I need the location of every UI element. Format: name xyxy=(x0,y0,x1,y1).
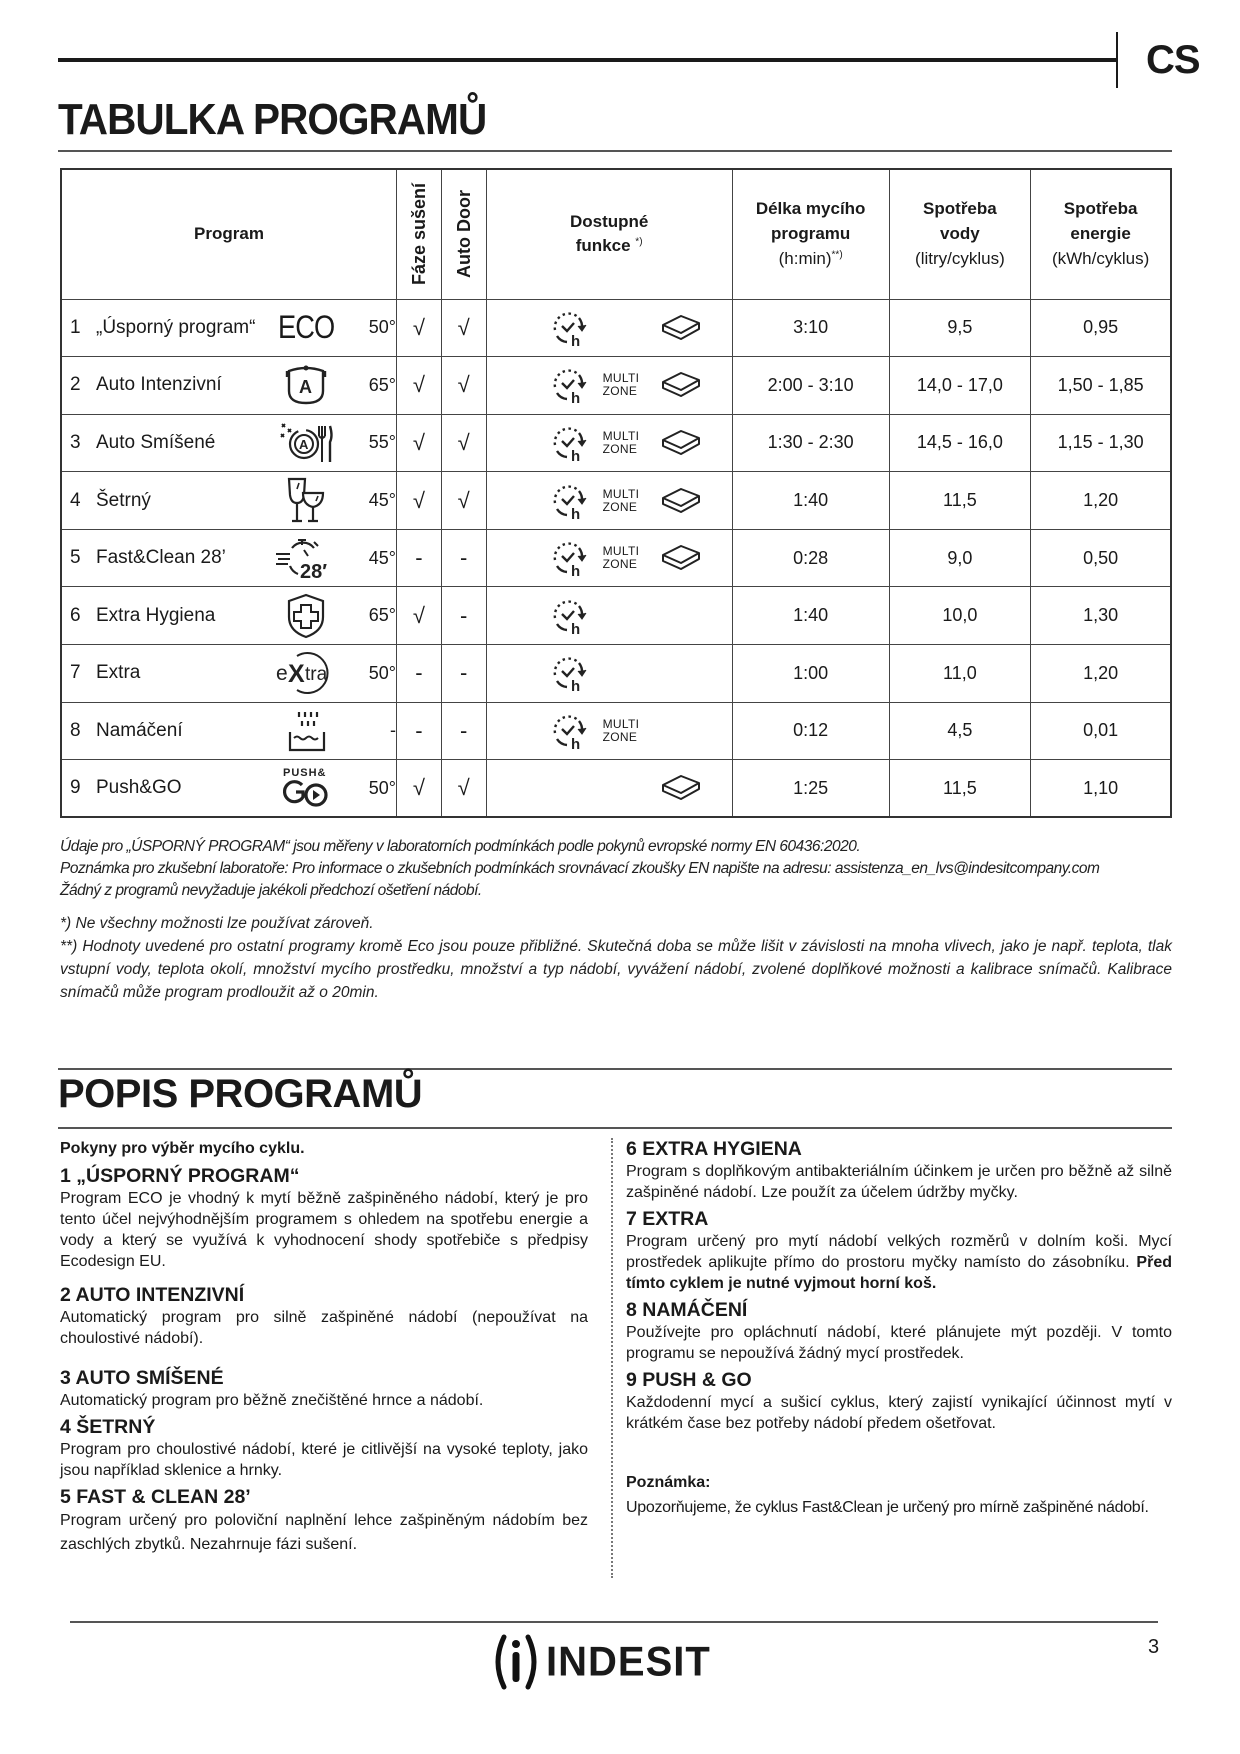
program-desc-4: 4 ŠETRNÝ Program pro choulostivé nádobí, které je citlivější na vysoké teploty, jako jsou například sklenice a hrnky. xyxy=(60,1416,588,1479)
note-eco: Údaje pro „ÚSPORNÝ PROGRAM“ jsou měřeny v laboratorních podmínkách podle pokynů evropské normy EN 60436:2020. xyxy=(60,838,861,855)
brand-name: INDESIT xyxy=(546,1638,711,1685)
check-icon: √ xyxy=(457,775,470,801)
dash-icon: - xyxy=(460,545,468,571)
section-rule-top xyxy=(58,1068,1172,1070)
water-cell: 14,0 - 17,0 xyxy=(889,357,1031,415)
auto-door-cell xyxy=(441,414,486,472)
table-row xyxy=(61,529,1171,587)
dash-icon: - xyxy=(415,717,423,743)
program-temperature: 50° xyxy=(368,662,396,683)
dash-icon: - xyxy=(415,545,423,571)
tablet-icon xyxy=(659,428,703,458)
program-desc-3: 3 AUTO SMÍŠENÉ Automatický program pro běžně znečištěné hrnce a nádobí. xyxy=(60,1367,484,1409)
energy-cell: 0,50 xyxy=(1031,529,1171,587)
multizone-label: MULTI ZONE xyxy=(602,428,640,456)
auto-door-cell xyxy=(441,587,486,645)
table-header-row xyxy=(61,169,1171,299)
program-cell xyxy=(61,472,397,530)
functions-cell xyxy=(486,760,732,818)
program-number: 6 xyxy=(70,604,81,626)
duration-cell: 2:00 - 3:10 xyxy=(732,357,889,415)
col-energy: Spotřeba energie (kWh/cyklus) xyxy=(1031,169,1171,299)
table-footnotes xyxy=(60,912,1172,1004)
note-heading: Poznámka: xyxy=(626,1474,711,1491)
program-cell xyxy=(61,702,397,760)
program-number: 4 xyxy=(70,489,81,511)
functions-cell xyxy=(486,414,732,472)
svg-text:h: h xyxy=(570,735,580,751)
functions-cell xyxy=(486,472,732,530)
glasses-icon xyxy=(266,478,346,524)
description-intro: Pokyny pro výběr mycího cyklu. xyxy=(60,1140,305,1157)
delay-start-icon xyxy=(549,481,593,521)
program-cell xyxy=(61,645,397,703)
energy-cell: 0,01 xyxy=(1031,702,1171,760)
title-underline xyxy=(58,150,1172,152)
auto-door-cell xyxy=(441,299,486,357)
tablet-icon xyxy=(659,370,703,400)
table-row xyxy=(61,587,1171,645)
functions-cell xyxy=(486,299,732,357)
water-cell: 9,0 xyxy=(889,529,1031,587)
program-cell xyxy=(61,587,397,645)
extra-icon xyxy=(266,650,346,696)
drying-cell xyxy=(397,357,442,415)
water-cell: 11,0 xyxy=(889,645,1031,703)
program-temperature: 45° xyxy=(368,547,396,568)
drying-cell xyxy=(397,472,442,530)
functions-cell xyxy=(486,357,732,415)
col-water: Spotřeba vody (litry/cyklus) xyxy=(889,169,1031,299)
note-pretreatment: Žádný z programů nevyžaduje jakékoli předchozí ošetření nádobí. xyxy=(60,882,482,899)
energy-cell: 1,10 xyxy=(1031,760,1171,818)
drying-cell xyxy=(397,587,442,645)
plate-cutlery-auto-icon xyxy=(266,420,346,466)
program-name: „Úsporný program“ xyxy=(96,316,256,338)
energy-cell: 1,20 xyxy=(1031,645,1171,703)
table-row xyxy=(61,472,1171,530)
table-row xyxy=(61,760,1171,818)
program-number: 8 xyxy=(70,719,81,741)
drying-cell xyxy=(397,702,442,760)
program-number: 9 xyxy=(70,777,81,799)
tablet-icon xyxy=(659,543,703,573)
multizone-label: MULTI ZONE xyxy=(602,544,640,572)
delay-start-icon xyxy=(549,538,593,578)
drying-cell xyxy=(397,529,442,587)
energy-cell: 1,15 - 1,30 xyxy=(1031,414,1171,472)
tablet-icon xyxy=(659,773,703,803)
delay-start-icon xyxy=(549,308,593,348)
program-desc-9: 9 PUSH & GO Každodenní mycí a sušicí cyklus, který zajistí vynikající účinnost mytí v krátkém čase bez potřeby nádobí předem ošetřovat. xyxy=(626,1369,1172,1432)
check-icon: √ xyxy=(412,487,425,513)
table-row xyxy=(61,702,1171,760)
drying-cell xyxy=(397,299,442,357)
header-divider xyxy=(1116,32,1118,88)
check-icon: √ xyxy=(457,372,470,398)
fast-timer-icon xyxy=(266,535,346,581)
soak-icon xyxy=(266,708,346,754)
program-cell xyxy=(61,299,397,357)
program-name: Namáčení xyxy=(96,720,183,742)
check-icon: √ xyxy=(457,487,470,513)
footnote-1: *) Ne všechny možnosti lze používat zároveň. xyxy=(60,915,374,932)
program-desc-8: 8 NAMÁČENÍ Používejte pro opláchnutí nádobí, které plánujete mýt později. V tomto programu se nepoužívá žádný mycí prostředek. xyxy=(626,1299,1172,1362)
dash-icon: - xyxy=(460,660,468,686)
water-cell: 11,5 xyxy=(889,472,1031,530)
auto-door-cell xyxy=(441,472,486,530)
water-cell: 4,5 xyxy=(889,702,1031,760)
check-icon: √ xyxy=(457,314,470,340)
description-column-right xyxy=(626,1138,1172,1518)
functions-cell xyxy=(486,529,732,587)
svg-text:e: e xyxy=(276,662,288,686)
delay-start-icon xyxy=(549,365,593,405)
push-go-icon xyxy=(266,765,346,811)
duration-cell: 3:10 xyxy=(732,299,889,357)
program-cell xyxy=(61,414,397,472)
tablet-icon xyxy=(659,486,703,516)
svg-text:h: h xyxy=(570,390,580,406)
duration-cell: 1:30 - 2:30 xyxy=(732,414,889,472)
program-temperature: 50° xyxy=(368,777,396,798)
water-cell: 9,5 xyxy=(889,299,1031,357)
duration-cell: 1:40 xyxy=(732,472,889,530)
auto-door-cell xyxy=(441,760,486,818)
delay-start-icon xyxy=(549,653,593,693)
pot-auto-icon xyxy=(266,362,346,408)
energy-cell: 0,95 xyxy=(1031,299,1171,357)
multizone-label: MULTI ZONE xyxy=(602,486,640,514)
program-name: Auto Smíšené xyxy=(96,432,216,454)
program-number: 7 xyxy=(70,662,81,684)
program-table-title: TABULKA PROGRAMŮ xyxy=(58,95,487,144)
program-temperature: 65° xyxy=(368,605,396,626)
program-temperature: 65° xyxy=(368,374,396,395)
page-number: 3 xyxy=(1148,1636,1160,1658)
col-duration: Délka mycího programu (h:min)**) xyxy=(732,169,889,299)
table-row xyxy=(61,645,1171,703)
table-row xyxy=(61,414,1171,472)
program-desc-6: 6 EXTRA HYGIENA Program s doplňkovým antibakteriálním účinkem je určen pro běžně až silně zašpiněné nádobí. Lze použít za účelem údržby myčky. xyxy=(626,1138,1172,1201)
water-cell: 10,0 xyxy=(889,587,1031,645)
svg-text:A: A xyxy=(299,436,309,452)
col-functions: Dostupné funkce *) xyxy=(486,169,732,299)
program-name: Extra xyxy=(96,662,141,684)
program-name: Fast&Clean 28’ xyxy=(96,547,226,569)
water-cell: 11,5 xyxy=(889,760,1031,818)
functions-cell xyxy=(486,645,732,703)
tablet-icon xyxy=(659,313,703,343)
program-desc-1: 1 „ÚSPORNÝ PROGRAM“ Program ECO je vhodný k mytí běžně zašpiněného nádobí, který je pro tento účel nejvýhodnějším programem s ohledem na spotřebu energie a vody a který se využívá k vyhodnocení shody spotřebiče s předpisy Ecodesign EU. xyxy=(60,1165,588,1270)
check-icon: √ xyxy=(412,314,425,340)
svg-text:28′: 28′ xyxy=(300,561,328,581)
drying-cell xyxy=(397,645,442,703)
svg-text:h: h xyxy=(570,505,580,521)
program-description-title: POPIS PROGRAMŮ xyxy=(58,1072,423,1116)
multizone-label: MULTI ZONE xyxy=(602,371,640,399)
header-rule xyxy=(58,58,1116,62)
drying-cell xyxy=(397,414,442,472)
delay-start-icon xyxy=(549,423,593,463)
col-auto-door: Auto Door xyxy=(441,169,486,299)
svg-text:tra: tra xyxy=(305,664,328,686)
program-desc-2: 2 AUTO INTENZIVNÍ Automatický program pro silně zašpiněné nádobí (nepoužívat na choulostivé nádobí). xyxy=(60,1284,588,1347)
energy-cell: 1,50 - 1,85 xyxy=(1031,357,1171,415)
duration-cell: 1:25 xyxy=(732,760,889,818)
svg-text:h: h xyxy=(570,620,580,636)
note-text: Upozorňujeme, že cyklus Fast&Clean je určený pro mírně zašpiněné nádobí. xyxy=(626,1499,1149,1516)
description-column-left xyxy=(60,1138,588,1557)
note-laboratory: Poznámka pro zkušební laboratoře: Pro informace o zkušebních podmínkách srovnávací zkoušky EN napište na adresu: assistenza_en_lvs@indesitcompany.com xyxy=(60,860,1100,877)
table-row xyxy=(61,357,1171,415)
energy-cell: 1,30 xyxy=(1031,587,1171,645)
dash-icon: - xyxy=(460,717,468,743)
language-code: CS xyxy=(1146,38,1200,82)
svg-text:A: A xyxy=(299,377,312,398)
program-name: Push&GO xyxy=(96,777,182,799)
check-icon: √ xyxy=(457,429,470,455)
check-icon: √ xyxy=(412,602,425,628)
auto-door-cell xyxy=(441,702,486,760)
check-icon: √ xyxy=(412,775,425,801)
program-desc-7: 7 EXTRA Program určený pro mytí nádobí velkých rozměrů v dolním koši. Mycí prostředek aplikujte přímo do prostoru myčky namísto do zásobníku. Před tímto cyklem je nutné vyjmout horní koš. xyxy=(626,1208,1172,1292)
drying-cell xyxy=(397,760,442,818)
program-cell xyxy=(61,760,397,818)
program-cell xyxy=(61,357,397,415)
multizone-label: MULTI ZONE xyxy=(602,716,640,744)
col-drying: Fáze sušení xyxy=(397,169,442,299)
program-number: 3 xyxy=(70,431,81,453)
program-temperature: 45° xyxy=(368,490,396,511)
dash-icon: - xyxy=(460,602,468,628)
program-name: Extra Hygiena xyxy=(96,604,216,626)
energy-cell: 1,20 xyxy=(1031,472,1171,530)
check-icon: √ xyxy=(412,372,425,398)
svg-text:PUSH&: PUSH& xyxy=(283,767,327,780)
table-notes xyxy=(60,836,1172,902)
svg-text:X: X xyxy=(288,660,305,689)
program-table xyxy=(60,168,1172,818)
functions-cell xyxy=(486,702,732,760)
duration-cell: 1:00 xyxy=(732,645,889,703)
eco-icon: ECO xyxy=(277,309,335,346)
auto-door-cell xyxy=(441,357,486,415)
water-cell: 14,5 - 16,0 xyxy=(889,414,1031,472)
svg-text:h: h xyxy=(570,332,580,348)
svg-text:h: h xyxy=(570,678,580,694)
indesit-i-icon xyxy=(492,1633,540,1691)
program-temperature: 50° xyxy=(368,317,396,338)
column-separator xyxy=(611,1138,613,1578)
auto-door-cell xyxy=(441,529,486,587)
delay-start-icon xyxy=(549,711,593,751)
duration-cell: 1:40 xyxy=(732,587,889,645)
section-rule-bottom xyxy=(58,1127,1172,1129)
auto-door-cell xyxy=(441,645,486,703)
program-temperature: - xyxy=(390,720,396,741)
footer-rule xyxy=(70,1621,1158,1623)
svg-text:h: h xyxy=(570,447,580,463)
delay-start-icon xyxy=(549,596,593,636)
duration-cell: 0:12 xyxy=(732,702,889,760)
program-desc-5: 5 FAST & CLEAN 28’ Program určený pro poloviční naplnění lehce zašpiněným nádobím bez zaschlých zbytků. Nezahrnuje fázi sušení. xyxy=(60,1486,588,1553)
functions-cell xyxy=(486,587,732,645)
footnote-2: **) Hodnoty uvedené pro ostatní programy kromě Eco jsou pouze přibližné. Skutečná doba se může lišit v závislosti na mnoha vlivech, jako je např. teplota, tlak vstupní vody, teplota okolí, množství mycího prostředku, množství a typ nádobí, vyvážení nádobí, zvolené doplňkové možnosti a kalibrace snímačů. Kalibrace snímačů může program prodloužit až o 20min. xyxy=(60,938,1172,1001)
indesit-logo xyxy=(492,1633,711,1691)
check-icon: √ xyxy=(412,429,425,455)
col-program: Program xyxy=(61,169,397,299)
svg-text:h: h xyxy=(570,563,580,579)
program-number: 5 xyxy=(70,547,81,569)
program-number: 1 xyxy=(70,316,81,338)
duration-cell: 0:28 xyxy=(732,529,889,587)
program-name: Šetrný xyxy=(96,489,151,511)
dash-icon: - xyxy=(415,660,423,686)
program-number: 2 xyxy=(70,374,81,396)
program-temperature: 55° xyxy=(368,432,396,453)
table-row xyxy=(61,299,1171,357)
shield-cross-icon xyxy=(266,593,346,639)
program-name: Auto Intenzivní xyxy=(96,374,222,396)
program-cell xyxy=(61,529,397,587)
